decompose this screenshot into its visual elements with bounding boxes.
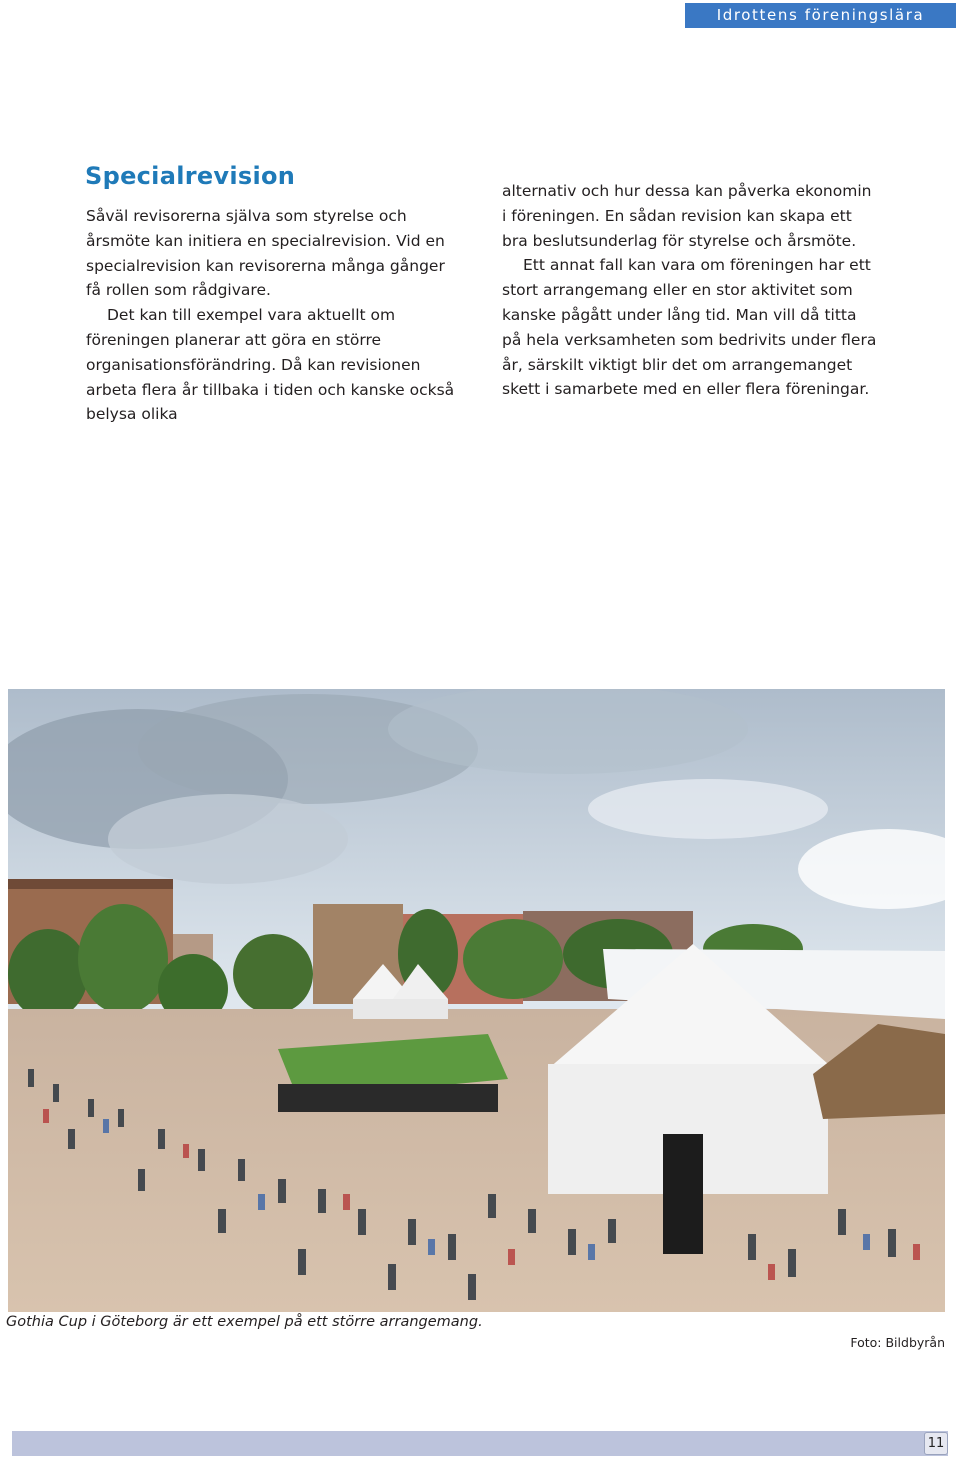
running-header: Idrottens föreningslära: [685, 3, 956, 28]
paragraph: alternativ och hur dessa kan påverka ekonomin i föreningen. En sådan revision kan skapa ett bra beslutsunderlag för styrelse och årsmöte.: [502, 182, 872, 250]
footer-bar: [12, 1431, 948, 1456]
left-column: [86, 204, 461, 427]
paragraph: Ett annat fall kan vara om föreningen har ett stort arrangemang eller en stor aktivitet som kanske pågått under lång tid. Man vill då titta på hela verksamheten som bedrivits under flera år, särskilt viktigt blir det om arrangemanget skett i samarbete med en eller flera föreningar.: [502, 256, 877, 399]
photo-caption: Gothia Cup i Göteborg är ett exempel på ett större arrangemang.: [6, 1314, 483, 1330]
paragraph: Såväl revisorerna själva som styrelse och årsmöte kan initiera en specialrevision. Vid en specialrevision kan revisorerna många gånger få rollen som rådgivare.: [86, 207, 445, 300]
section-heading: Specialrevision: [85, 162, 296, 190]
paragraph: Det kan till exempel vara aktuellt om föreningen planerar att göra en större organisationsförändring. Då kan revisionen arbeta flera år tillbaka i tiden och kanske också belysa olika: [86, 306, 455, 424]
page-number: 11: [924, 1432, 948, 1455]
event-photo: [8, 689, 945, 1312]
photo-credit: Foto: Bildbyrån: [850, 1335, 945, 1350]
right-column: [502, 179, 880, 402]
